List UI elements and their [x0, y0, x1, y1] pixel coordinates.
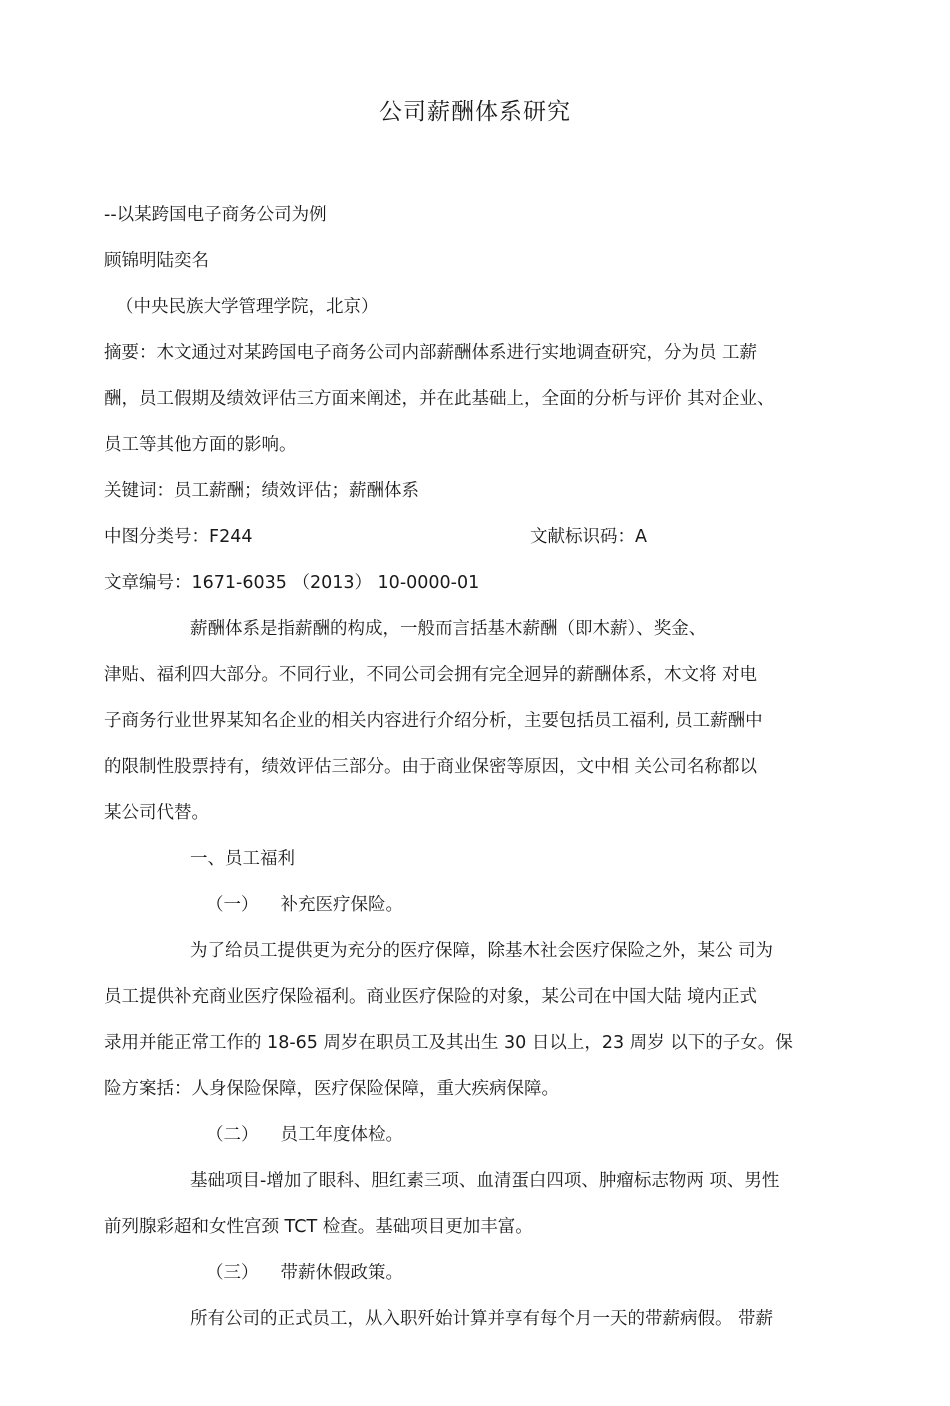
section-heading: 一、员工福利 [190, 849, 295, 869]
document-title: 公司薪酬体系研究 [379, 99, 571, 125]
abstract-line: 员工等其他方面的影响。 [104, 435, 297, 455]
subsection-title: 带薪休假政策。 [280, 1263, 403, 1283]
subsection-number: （一） [206, 895, 259, 915]
intro-line: 的限制性股票持有，绩效评估三部分。由于商业保密等原因，文中相 关公司名称都以 [104, 757, 758, 777]
subtitle: --以某跨国电子商务公司为例 [104, 205, 327, 225]
subsection-title: 员工年度体检。 [280, 1125, 403, 1145]
paragraph-line: 所有公司的正式员工，从入职歼始计算并享有每个月一天的带薪病假。 带薪 [190, 1309, 774, 1329]
abstract-line: 酬，员工假期及绩效评估三方面来阐述，并在此基础上，全面的分析与评价 其对企业、 [104, 389, 775, 409]
paragraph-line: 员工提供补充商业医疗保险福利。商业医疗保险的对象，某公司在中国大陆 境内正式 [104, 987, 758, 1007]
subsection-heading [206, 1122, 950, 1148]
paragraph-line: 前列腺彩超和女性宫颈 TCT 检查。基础项目更加丰富。 [104, 1217, 533, 1237]
intro-line: 津贴、福利四大部分。不同行业，不同公司会拥有完全迥异的薪酬体系，木文将 对电 [104, 665, 758, 685]
intro-line: 薪酬体系是指薪酬的构成，一般而言括基木薪酬（即木薪）、奖金、 [190, 619, 707, 639]
paragraph-line: 录用并能正常工作的 18-65 周岁在职员工及其出生 30 日以上，23 周岁 以下的子女。保 [104, 1033, 793, 1053]
affiliation: （中央民族大学管理学院，北京） [116, 297, 379, 317]
authors: 顾锦明陆奕名 [104, 251, 209, 271]
abstract-line: 摘要：木文通过对某跨国电子商务公司内部薪酬体系进行实地调查研究，分为员 工薪 [104, 343, 758, 363]
intro-line: 某公司代替。 [104, 803, 209, 823]
classification-row [104, 524, 854, 550]
subsection-number: （二） [206, 1125, 259, 1145]
paragraph-line: 基础项目-增加了眼科、胆红素三项、血清蛋白四项、肿瘤标志物两 项、男性 [190, 1171, 780, 1191]
document-code: 文献标识码：A [530, 527, 647, 547]
subsection-heading [206, 1260, 950, 1286]
subsection-title: 补充医疗保险。 [280, 895, 403, 915]
subsection-number: （三） [206, 1263, 259, 1283]
clc-number: 中图分类号：F244 [104, 527, 253, 547]
intro-line: 子商务行业世界某知名企业的相关内容进行介绍分析，主要包括员工福利, 员工薪酬中 [104, 711, 763, 731]
article-number: 文章编号：1671-6035 （2013） 10-0000-01 [104, 573, 480, 593]
subsection-heading [206, 892, 950, 918]
paragraph-line: 为了给员工提供更为充分的医疗保障，除基木社会医疗保险之外，某公 司为 [190, 941, 774, 961]
paragraph-line: 险方案括：人身保险保障，医疗保险保障，重大疾病保障。 [104, 1079, 559, 1099]
keywords: 关键词：员工薪酬；绩效评估；薪酬体系 [104, 481, 419, 501]
